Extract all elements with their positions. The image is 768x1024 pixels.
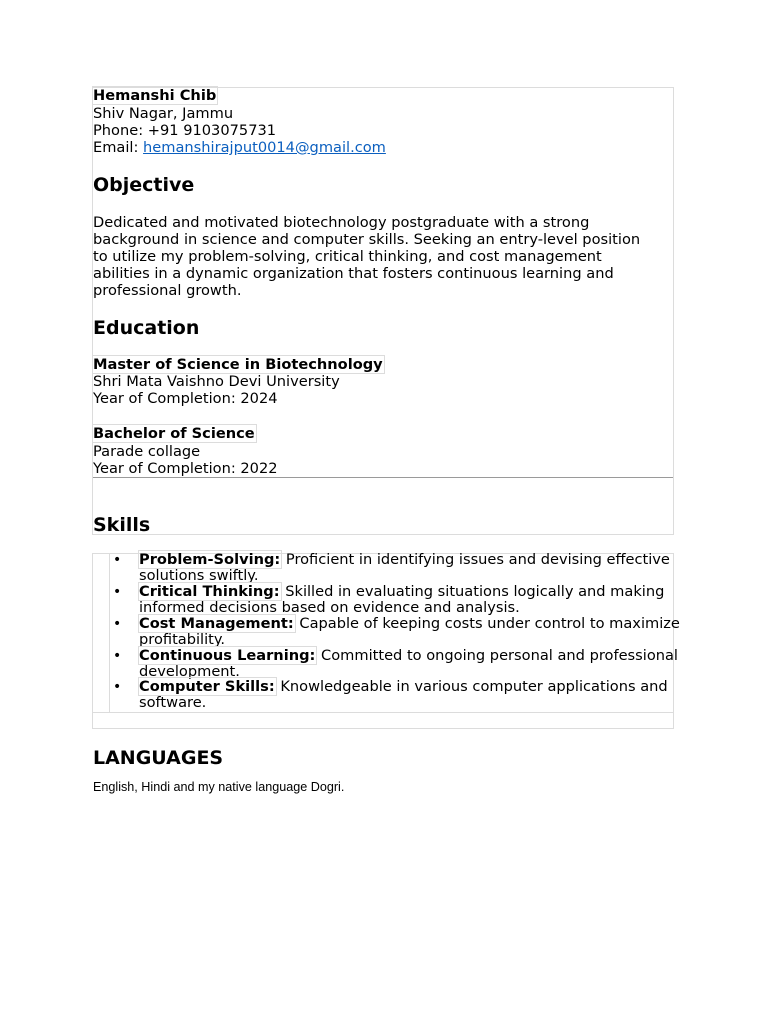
education-degree: Master of Science in Biotechnology xyxy=(93,356,383,373)
skill-desc: Capable of keeping costs under control to maximize xyxy=(294,615,680,632)
skill-title: Critical Thinking: xyxy=(139,583,280,600)
skill-desc: Knowledgeable in various computer applications and xyxy=(275,678,668,695)
section-divider xyxy=(93,477,673,478)
skill-item-cont: development. xyxy=(139,663,240,680)
list-bullet: • xyxy=(113,648,122,664)
skill-item-cont: informed decisions based on evidence and analysis. xyxy=(139,599,520,616)
email-label: Email: xyxy=(93,139,144,156)
list-bullet: • xyxy=(113,584,122,600)
education-institution: Shri Mata Vaishno Devi University xyxy=(93,373,340,390)
education-year: Year of Completion: 2024 xyxy=(93,390,278,407)
skill-item-cont: solutions swiftly. xyxy=(139,567,259,584)
skill-item xyxy=(139,584,664,600)
skill-item xyxy=(139,616,680,632)
candidate-name: Hemanshi Chib xyxy=(93,87,217,104)
skill-item-cont: software. xyxy=(139,694,207,711)
skill-item xyxy=(139,648,678,664)
skill-title: Computer Skills: xyxy=(139,678,275,695)
skills-heading: Skills xyxy=(93,514,151,536)
skill-title: Problem-Solving: xyxy=(139,551,281,568)
skill-desc: Committed to ongoing personal and professional xyxy=(316,647,678,664)
skill-item xyxy=(139,679,668,695)
skill-desc: Skilled in evaluating situations logically and making xyxy=(280,583,665,600)
skill-title: Continuous Learning: xyxy=(139,647,316,664)
objective-line: background in science and computer skills. Seeking an entry-level position xyxy=(93,231,641,248)
objective-line: Dedicated and motivated biotechnology postgraduate with a strong xyxy=(93,214,590,231)
list-bullet: • xyxy=(113,552,122,568)
contact-phone: Phone: +91 9103075731 xyxy=(93,122,277,139)
objective-line: abilities in a dynamic organization that fosters continuous learning and xyxy=(93,265,614,282)
contact-address: Shiv Nagar, Jammu xyxy=(93,105,234,122)
email-link[interactable]: hemanshirajput0014@gmail.com xyxy=(143,139,386,156)
education-degree: Bachelor of Science xyxy=(93,425,255,442)
objective-line: to utilize my problem-solving, critical thinking, and cost management xyxy=(93,248,602,265)
languages-text: English, Hindi and my native language Dogri. xyxy=(93,780,345,794)
education-institution: Parade collage xyxy=(93,443,201,460)
skill-title: Cost Management: xyxy=(139,615,294,632)
list-indent-border xyxy=(109,554,110,712)
languages-heading: LANGUAGES xyxy=(93,747,224,769)
list-footer-border xyxy=(93,712,673,713)
list-bullet: • xyxy=(113,679,122,695)
list-bullet: • xyxy=(113,616,122,632)
skill-item xyxy=(139,552,670,568)
education-heading: Education xyxy=(93,317,200,339)
objective-line: professional growth. xyxy=(93,282,242,299)
contact-email-line xyxy=(93,139,386,156)
objective-heading: Objective xyxy=(93,174,195,196)
skill-item-cont: profitability. xyxy=(139,631,226,648)
education-year: Year of Completion: 2022 xyxy=(93,460,278,477)
skill-desc: Proficient in identifying issues and devising effective xyxy=(281,551,670,568)
